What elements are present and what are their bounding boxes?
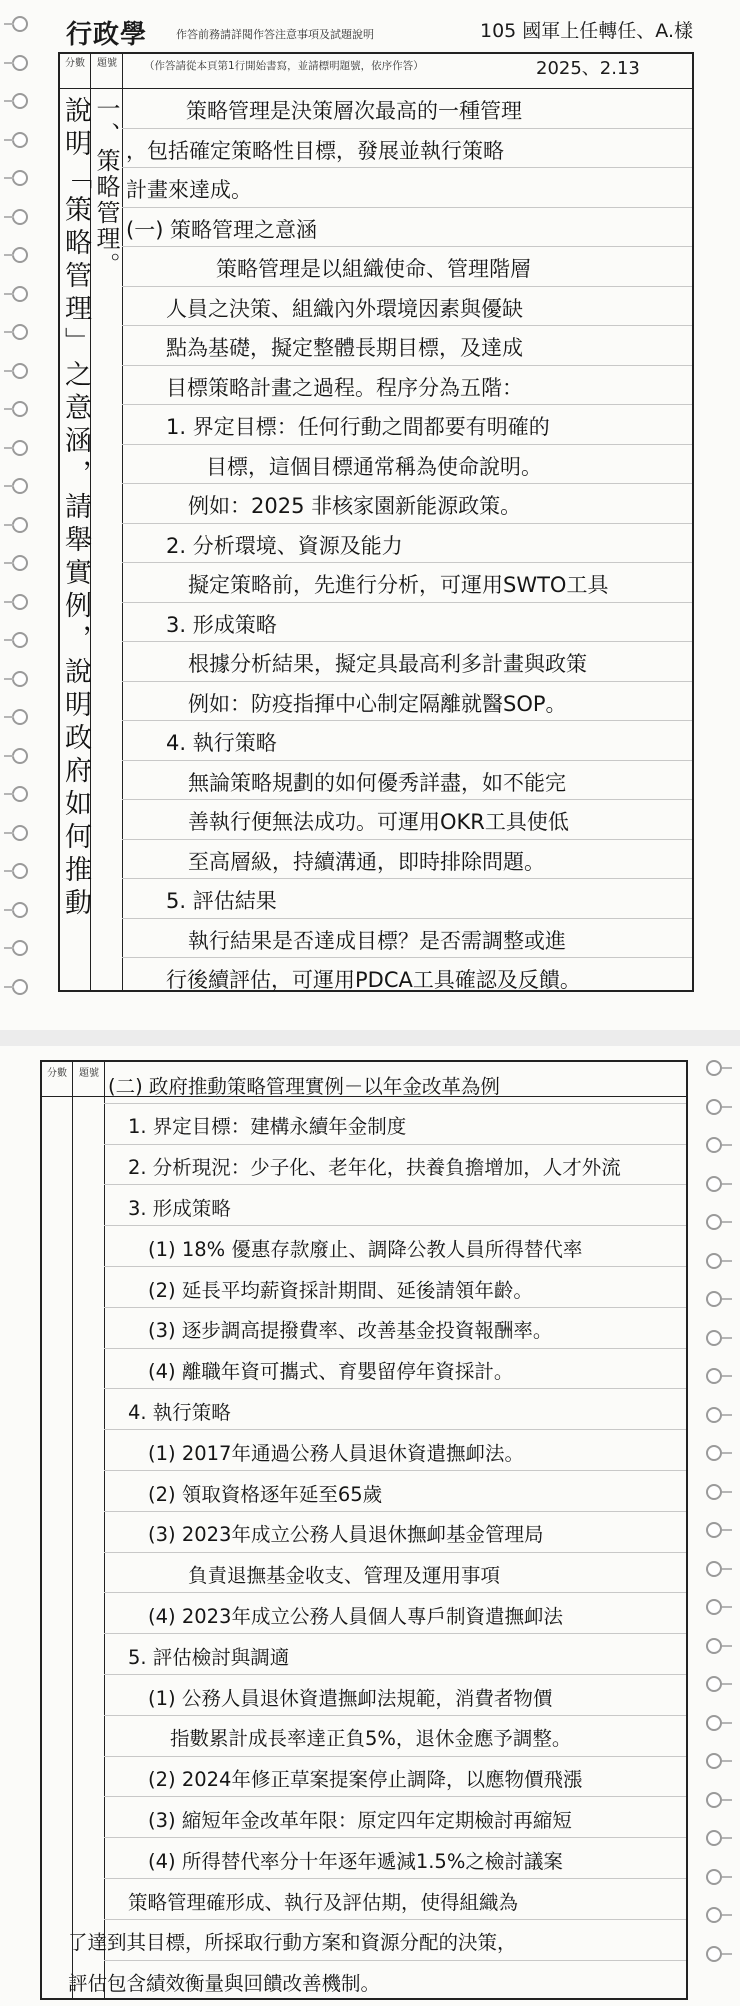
ruled-line <box>122 246 692 247</box>
ruled-line <box>122 483 692 484</box>
answer-line: 人員之決策、組織內外環境因素與優缺 <box>166 296 523 321</box>
answer-line: (2) 領取資格逐年延至65歲 <box>148 1482 383 1506</box>
binder-ring-left <box>12 555 28 571</box>
ruled-line <box>122 128 692 129</box>
ruled-line <box>104 1837 686 1838</box>
binder-ring-right <box>706 1291 722 1307</box>
answer-line: (1) 2017年通過公務人員退休資遣撫卹法。 <box>148 1441 524 1465</box>
ruled-line <box>104 1633 686 1634</box>
binder-ring-right <box>706 1599 722 1615</box>
binder-ring-right <box>706 1099 722 1115</box>
binder-ring-left <box>12 209 28 225</box>
answer-line: 目標，這個目標通常稱為使命說明。 <box>206 454 542 479</box>
binder-ring-left <box>12 478 28 494</box>
ruled-line <box>104 1144 686 1145</box>
ruled-line <box>104 1103 686 1104</box>
binder-ring-right <box>706 1676 722 1692</box>
answer-line: 5. 評估檢討與調適 <box>128 1645 290 1669</box>
instruction-text: （作答請從本頁第1行開始書寫，並請標明題號，依序作答） <box>144 60 424 72</box>
binder-ring-left <box>12 786 28 802</box>
binder-ring-right <box>706 1330 722 1346</box>
binder-ring-left <box>12 247 28 263</box>
question-column-header: 題號 <box>79 1068 99 1079</box>
answer-line: (4) 離職年資可攜式、育嬰留停年資採計。 <box>148 1360 514 1384</box>
binder-ring-left <box>12 16 28 32</box>
binder-ring-right <box>706 1176 722 1192</box>
binder-ring-right <box>706 1522 722 1538</box>
ruled-line <box>122 878 692 879</box>
answer-line: 執行結果是否達成目標？是否需調整或進 <box>188 928 566 953</box>
answer-line: 指數累計成長率達正負5%，退休金應予調整。 <box>170 1727 572 1751</box>
answer-line: 2. 分析環境、資源及能力 <box>166 533 403 558</box>
answer-line: 5. 評估結果 <box>166 889 277 914</box>
ruled-line <box>104 1388 686 1389</box>
binder-ring-right <box>706 1368 722 1384</box>
score-column-header: 分數 <box>47 1068 67 1079</box>
binder-ring-left <box>12 825 28 841</box>
binder-ring-left <box>12 632 28 648</box>
answer-line: 目標策略計畫之過程。程序分為五階： <box>166 375 523 400</box>
binder-ring-left <box>12 902 28 918</box>
answer-line: 2. 分析現況：少子化、老年化，扶養負擔增加，人才外流 <box>128 1156 621 1180</box>
binder-ring-left <box>12 363 28 379</box>
question-prompt: 說明「策略管理」之意涵，請舉實例，說明政府如何推動 <box>60 96 91 921</box>
ruled-line <box>122 641 692 642</box>
ruled-line <box>104 1756 686 1757</box>
answer-line: 行後續評估，可運用PDCA工具確認及反饋。 <box>166 968 581 993</box>
ruled-line <box>122 286 692 287</box>
binder-ring-right <box>706 1561 722 1577</box>
answer-line: 策略管理是決策層次最高的一種管理 <box>186 99 522 124</box>
ruled-line <box>104 1715 686 1716</box>
ruled-line <box>104 1266 686 1267</box>
binder-ring-left <box>12 440 28 456</box>
ruled-line <box>104 1429 686 1430</box>
ruled-line <box>104 1552 686 1553</box>
ruled-line <box>104 1184 686 1185</box>
answer-line: 無論策略規劃的如何優秀詳盡，如不能完 <box>188 770 566 795</box>
binder-ring-right <box>706 1445 722 1461</box>
ruled-line <box>122 602 692 603</box>
ruled-line <box>122 167 692 168</box>
question-column-header: 題號 <box>97 58 117 69</box>
ruled-line <box>122 839 692 840</box>
page-gap <box>0 1030 740 1046</box>
answer-line: (2) 延長平均薪資採計期間、延後請領年齡。 <box>148 1278 533 1302</box>
binder-ring-left <box>12 286 28 302</box>
score-column-header: 分數 <box>65 58 85 69</box>
binder-ring-right <box>706 1638 722 1654</box>
ruled-line <box>122 365 692 366</box>
binder-ring-left <box>12 709 28 725</box>
binder-ring-right <box>706 1060 722 1076</box>
binder-ring-right <box>706 1946 722 1962</box>
binder-ring-left <box>12 401 28 417</box>
binder-ring-left <box>12 940 28 956</box>
answer-line: (2) 2024年修正草案提案停止調降，以應物價飛漲 <box>148 1768 583 1792</box>
binder-ring-right <box>706 1137 722 1153</box>
binder-ring-right <box>706 1753 722 1769</box>
binder-ring-left <box>12 170 28 186</box>
binder-ring-left <box>12 517 28 533</box>
binder-ring-left <box>12 93 28 109</box>
answer-line: 善執行便無法成功。可運用OKR工具使低 <box>188 810 569 835</box>
answer-line: ，包括確定策略性目標，發展並執行策略 <box>126 138 504 163</box>
binder-ring-right <box>706 1253 722 1269</box>
answer-line: (二) 政府推動策略管理實例－以年金改革為例 <box>108 1074 500 1098</box>
subject-title: 行政學 <box>66 20 148 50</box>
binder-ring-right <box>706 1407 722 1423</box>
ruled-line <box>104 1470 686 1471</box>
answer-line: (1) 18% 優惠存款廢止、調降公教人員所得替代率 <box>148 1237 583 1261</box>
binder-ring-left <box>12 55 28 71</box>
ruled-line <box>122 444 692 445</box>
ruled-line <box>122 404 692 405</box>
binder-ring-left <box>12 979 28 995</box>
ruled-line <box>122 523 692 524</box>
binder-ring-right <box>706 1715 722 1731</box>
answer-line: (3) 逐步調高提撥費率、改善基金投資報酬率。 <box>148 1319 553 1343</box>
ruled-line <box>122 957 692 958</box>
binder-ring-right <box>706 1907 722 1923</box>
exam-title: 105 國軍上任轉任、A.樣 <box>480 20 694 42</box>
answer-line: 例如：防疫指揮中心制定隔離就醫SOP。 <box>188 691 567 716</box>
answer-line: 了達到其目標，所採取行動方案和資源分配的決策， <box>68 1931 517 1955</box>
ruled-line <box>104 1592 686 1593</box>
ruled-line <box>104 1674 686 1675</box>
ruled-line <box>104 1307 686 1308</box>
ruled-line <box>122 918 692 919</box>
answer-line: 策略管理是以組織使命、管理階層 <box>216 257 531 282</box>
answer-line: (3) 縮短年金改革年限：原定四年定期檢討再縮短 <box>148 1809 572 1833</box>
divider-question <box>104 1062 105 1998</box>
ruled-line <box>122 325 692 326</box>
answer-line: 根據分析結果，擬定具最高利多計畫與政策 <box>188 652 587 677</box>
answer-line: 負責退撫基金收支、管理及運用事項 <box>188 1564 501 1588</box>
binder-ring-left <box>12 863 28 879</box>
ruled-line <box>104 1348 686 1349</box>
binder-ring-right <box>706 1214 722 1230</box>
answer-line: (3) 2023年成立公務人員退休撫卹基金管理局 <box>148 1523 544 1547</box>
answer-line: 3. 形成策略 <box>166 612 277 637</box>
ruled-line <box>104 1919 686 1920</box>
ruled-line <box>104 1511 686 1512</box>
ruled-line <box>122 681 692 682</box>
answer-line: 4. 執行策略 <box>128 1401 231 1425</box>
ruled-line <box>122 720 692 721</box>
binder-ring-right <box>706 1484 722 1500</box>
answer-line: 點為基礎，擬定整體長期目標，及達成 <box>166 336 523 361</box>
ruled-line <box>104 1796 686 1797</box>
answer-line: 例如：2025 非核家園新能源政策。 <box>188 494 522 519</box>
binder-ring-right <box>706 1830 722 1846</box>
answer-line: 策略管理確形成、執行及評估期，使得組織為 <box>128 1890 519 1914</box>
ruled-line <box>104 1960 686 1961</box>
ruled-line <box>122 207 692 208</box>
binder-ring-left <box>12 324 28 340</box>
ruled-line <box>122 562 692 563</box>
binder-ring-left <box>12 132 28 148</box>
binder-ring-left <box>12 671 28 687</box>
answer-frame <box>40 1060 688 2000</box>
ruled-line <box>104 1225 686 1226</box>
answer-line: 評估包含績效衡量與回饋改善機制。 <box>68 1972 381 1996</box>
divider-score <box>72 1062 73 1998</box>
answer-line: 1. 界定目標：建構永續年金制度 <box>128 1115 407 1139</box>
answer-line: 1. 界定目標：任何行動之間都要有明確的 <box>166 415 550 440</box>
ruled-line <box>104 1878 686 1879</box>
answer-sheet-2 <box>0 1046 740 2006</box>
answer-line: 至高層級，持續溝通，即時排除問題。 <box>188 849 545 874</box>
answer-line: (一) 策略管理之意涵 <box>126 217 318 242</box>
answer-frame <box>58 52 694 992</box>
question-number: 一、策略管理。 <box>92 96 120 278</box>
answer-line: (4) 2023年成立公務人員個人專戶制資遣撫卹法 <box>148 1605 563 1629</box>
date-text: 2025、2.13 <box>536 58 640 79</box>
ruled-line <box>122 799 692 800</box>
binder-ring-right <box>706 1792 722 1808</box>
ruled-line <box>122 760 692 761</box>
binder-ring-left <box>12 594 28 610</box>
answer-line: (4) 所得替代率分十年逐年遞減1.5%之檢討議案 <box>148 1849 563 1873</box>
binder-ring-right <box>706 1869 722 1885</box>
header-note: 作答前務請詳閱作答注意事項及試題說明 <box>176 28 374 41</box>
answer-line: 計畫來達成。 <box>126 178 252 203</box>
answer-line: (1) 公務人員退休資遣撫卹法規範，消費者物價 <box>148 1686 553 1710</box>
header-rule <box>60 88 692 89</box>
answer-line: 4. 執行策略 <box>166 731 277 756</box>
answer-line: 3. 形成策略 <box>128 1197 231 1221</box>
answer-line: 擬定策略前，先進行分析，可運用SWTO工具 <box>188 573 609 598</box>
binder-ring-left <box>12 748 28 764</box>
